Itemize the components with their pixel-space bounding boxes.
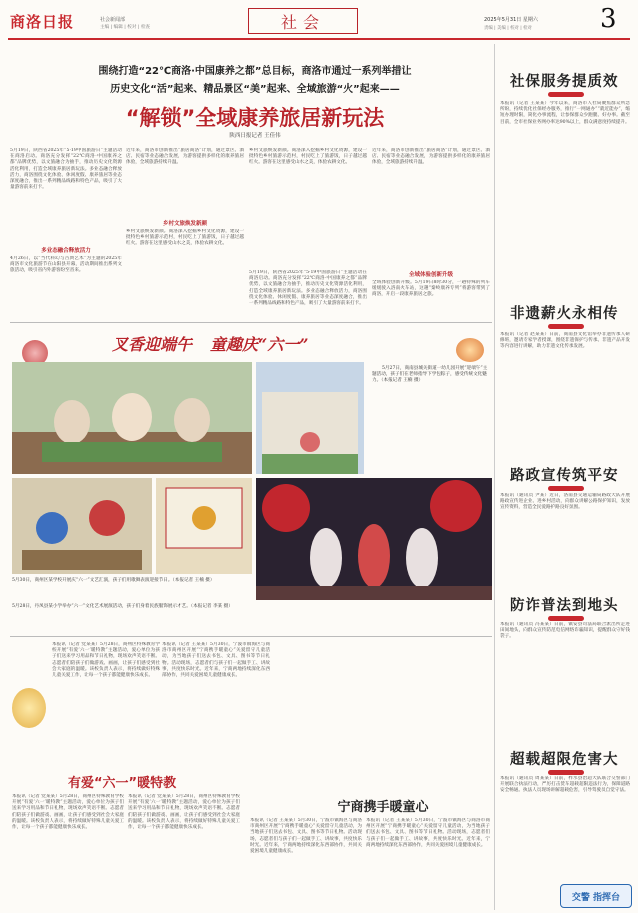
page-number: 3 bbox=[600, 4, 617, 34]
right-body-4: 本报讯（通讯员 冯某某）日前，镇安县司法局联合派出所走进田间地头，向群众宣传防范电信网络诈骗知识，提醒群众守好钱袋子。 bbox=[500, 622, 630, 640]
headline-accent bbox=[548, 92, 584, 97]
contact-line: 责编 | 美编 | 校对 | 检对 bbox=[484, 26, 532, 31]
right-body-1: 本报讯（记者 王某某）今年以来，商洛市人社局聚焦群众所急所盼，持续优化社保经办服务，推行“一网通办”“就近能办”，缩短办理时限，简化办事流程，让参保群众少跑腿、好办事。截至目前，全市社保业务网办率达90%以上，群众满意度持续提升。 bbox=[500, 101, 630, 125]
dept-label: 社会新闻部 bbox=[100, 17, 126, 23]
column-rule bbox=[494, 44, 495, 910]
right-headline-4: 防诈普法到地头 bbox=[510, 598, 619, 614]
masthead bbox=[8, 6, 630, 46]
divider bbox=[10, 636, 492, 637]
lead-body-col2: 近年来，商洛市创新推出“旅居商洛”计划，通过景区、酒店、民宿等业态融合发展，为游客提供多样化的康养旅居体验，全域旅游持续升温。 bbox=[126, 148, 244, 166]
right-headline-2: 非遗薪火永相传 bbox=[510, 306, 619, 322]
lead-body-col3b: 5月19日，陕西省2025年“5·19中国旅游日”主题活动在商洛启动。商洛充分发挥“22℃商洛·中国康养之都”品牌优势，以文旅融合为抽手，推动历史文化资源活化利用，打造全域康养旅居新玩法。多业态融合释放活力，商洛围绕文化体验、休闲度假、康养旅居等业态深度融合，推出一系列精品线路和特色产品，吸引了大量游客前来打卡。 bbox=[249, 270, 367, 307]
right-body-2: 本报讯（记者 赵某某）日前，商南县文化馆举办非遗传承人研修班，邀请专家学者授课，围绕非遗保护与传承、非遗产品开发等内容进行讲解，助力非遗文化传承发展。 bbox=[500, 332, 630, 350]
photo-caption-1: 5月27日，商南县城关街道一幼儿园开展“迎端午”主题活动，孩子们在老师指导下学包粽子，感受传统文化魅力。（本报记者 王楠 摄） bbox=[372, 366, 488, 383]
headline-accent bbox=[548, 770, 584, 775]
headline-accent bbox=[548, 486, 584, 491]
divider bbox=[10, 322, 492, 323]
lead-subhead-3: 全域体验创新升级 bbox=[408, 272, 453, 278]
editor-line: 主编 | 编辑 | 校对 | 检查 bbox=[100, 25, 151, 30]
photo-caption-3: 5月28日，丹凤县某小学举办“六一”文化艺术展演活动，孩子们身着民族服饰展示才艺。（本报记者 李某 摄） bbox=[12, 604, 233, 609]
issue-date: 2025年5月31日 星期六 bbox=[484, 17, 538, 23]
right-body-5: 本报讯（通讯员 周某某）日前，柞水县治超大队联合交警部门开展联合执法行动，严厉打击货车超载超限违法行为，保障道路安全畅通。执法人员现场讲解超载危害，引导驾驶员自觉守法。 bbox=[500, 776, 630, 794]
lead-subhead-1: 多业态融合释放活力 bbox=[41, 248, 91, 254]
teletext-right-col: 本报讯（记者 王某某）5月30日，宁波市镇海区与商洛市商州区开展“宁商携手暖童心”关爱留守儿童活动，为当地孩子们送去书包、文具、图书等节日礼物。活动现场，志愿者们与孩子们一起做手工、讲故事，共度快乐时光。近年来，宁商两地持续深化东西部协作，共同关爱困境儿童健康成长。 bbox=[162, 642, 270, 679]
lead-subhead-2: 乡村文旅焕发新颜 bbox=[162, 221, 207, 227]
photo-placeholder-scene bbox=[12, 362, 252, 474]
lead-body-col1b: 4月26日，以“当代科幻与古典艺术”为主题的2025年商洛市文化旅游节在山阳县开幕，活动期间推出系列文旅活动，吸引省内外游客纷至沓来。 bbox=[10, 256, 122, 274]
lead-body-col2b: 乡村文旅焕发新颜。商洛深入挖掘乡村文化资源，建设一批特色乡村旅游示范村，村民吃上了旅游饭，日子越过越红火。游客在这里感受山水之美，体验农耕文化。 bbox=[126, 229, 244, 247]
lead-kicker-1: 围绕打造“22℃商洛·中国康养之都”总目标，商洛市通过一系列举措让 bbox=[98, 66, 412, 77]
section-badge bbox=[248, 8, 358, 34]
bottom-mid-headline: 宁商携手暖童心 bbox=[337, 800, 429, 815]
photo-title-right: 童趣庆“六一” bbox=[210, 334, 309, 354]
lead-body-col4b: 全域体验创新升级。5月19日8时30分，一趟特殊的列车缓缓驶入洛南火车站，这趟“秦岭康养专列”将游客带到了商洛，开启一段康养旅居之旅。 bbox=[372, 280, 490, 298]
headline-accent bbox=[548, 324, 584, 329]
photo-dance-performance bbox=[256, 478, 492, 600]
section-label: 社会 bbox=[280, 12, 325, 32]
bottom-mid-body-b: 本报讯（记者 王某某）5月30日，宁波市镇海区与商洛市商州区开展“宁商携手暖童心”关爱留守儿童活动，为当地孩子们送去书包、文具、图书等节日礼物。活动现场，志愿者们与孩子们一起做手工、讲故事，共度快乐时光。近年来，宁商两地持续深化东西部协作，共同关爱困境儿童健康成长。 bbox=[366, 818, 490, 848]
right-body-3: 本报讯（通讯员 尹某）近日，洛南县交通运输局路政大队开展路政宣传进企业、进乡村活动，向群众讲解公路保护知识，发放宣传资料，营造全民爱路护路良好氛围。 bbox=[500, 493, 630, 511]
headline-accent bbox=[548, 616, 584, 621]
right-headline-5: 超载超限危害大 bbox=[510, 752, 619, 768]
right-headline-3: 路政宣传筑平安 bbox=[510, 468, 619, 484]
balloon-icon bbox=[456, 338, 484, 362]
newspaper-logo: 商洛日报 bbox=[10, 13, 75, 31]
bottom-left-body-a: 本报讯（记者 党某某）5月28日，商州区特殊教育学校开展“有爱‘六一’暖特教”主题活动，爱心单位为孩子们送来学习用品和节日礼物，现场欢声笑语不断。志愿者们陪孩子们做游戏、画画，让孩子们感受到社会大家庭的温暖。该校负责人表示，将持续做好特殊儿童关爱工作，让每一个孩子都能健康快乐成长。 bbox=[12, 794, 124, 831]
right-headline-1: 社保服务提质效 bbox=[510, 74, 619, 90]
photo-feature-title bbox=[112, 330, 412, 356]
lead-byline: 陕西日报记者 王佳伟 bbox=[229, 133, 281, 139]
photo-mask-craft bbox=[12, 478, 152, 574]
photo-placeholder-scene bbox=[12, 478, 152, 574]
photo-placeholder-scene bbox=[256, 478, 492, 600]
photo-caption-2: 5月30日，商州区某学校开展庆“六一”文艺汇演，孩子们用歌舞表演迎接节日。（本报记者 王楠 摄） bbox=[12, 578, 215, 583]
photo-placeholder-scene bbox=[156, 478, 252, 574]
bottom-mid-body-a: 本报讯（记者 王某某）5月30日，宁波市镇海区与商洛市商州区开展“宁商携手暖童心”关爱留守儿童活动，为当地孩子们送去书包、文具、图书等节日礼物。活动现场，志愿者们与孩子们一起做手工、讲故事，共度快乐时光。近年来，宁商两地持续深化东西部协作，共同关爱困境儿童健康成长。 bbox=[250, 818, 362, 855]
lead-kicker-2: 历史文化“活”起来、精品景区“美”起来、全域旅游“火”起来—— bbox=[110, 84, 400, 95]
photo-school-building bbox=[256, 362, 364, 474]
bottom-left-body-b: 本报讯（记者 党某某）5月28日，商州区特殊教育学校开展“有爱‘六一’暖特教”主题活动，爱心单位为孩子们送来学习用品和节日礼物，现场欢声笑语不断。志愿者们陪孩子们做游戏、画画，让孩子们感受到社会大家庭的温暖。该校负责人表示，将持续做好特殊儿童关爱工作，让每一个孩子都能健康快乐成长。 bbox=[128, 794, 240, 831]
photo-placeholder-scene bbox=[256, 362, 364, 474]
lead-body-col4: 近年来，商洛市创新推出“旅居商洛”计划，通过景区、酒店、民宿等业态融合发展，为游客提供多样化的康养旅居体验，全域旅游持续升温。 bbox=[372, 148, 490, 166]
zongzi-mascot-icon bbox=[12, 688, 46, 728]
balloon-illustration-box bbox=[12, 642, 272, 768]
lead-headline: “解锁”全域康养旅居新玩法 bbox=[125, 106, 385, 130]
photo-dumpling-making bbox=[12, 362, 252, 474]
bottom-left-headline: 有爱“六一”暖特教 bbox=[68, 776, 177, 791]
traffic-police-logo: 交警 指挥台 bbox=[560, 884, 632, 908]
photo-title-left: 叉香迎端午 bbox=[112, 334, 193, 354]
lead-body-col1: 5月19日，陕西省2025年“5·19中国旅游日”主题活动在商洛启动。商洛充分发挥“22℃商洛·中国康养之都”品牌优势，以文旅融合为抽手，推动历史文化资源活化利用，打造全域康养旅居新玩法。多业态融合释放活力，商洛围绕文化体验、休闲度假、康养旅居等业态深度融合，推出一系列精品线路和特色产品，吸引了大量游客前来打卡。 bbox=[10, 148, 122, 191]
masthead-rule bbox=[8, 38, 630, 40]
photo-painting bbox=[156, 478, 252, 574]
lead-body-col3: 乡村文旅焕发新颜。商洛深入挖掘乡村文化资源，建设一批特色乡村旅游示范村，村民吃上了旅游饭，日子越过越红火。游客在这里感受山水之美，体验农耕文化。 bbox=[249, 148, 367, 166]
teletext-left-col: 本报讯（记者 党某某）5月28日，商州区特殊教育学校开展“有爱‘六一’暖特教”主题活动，爱心单位为孩子们送来学习用品和节日礼物，现场欢声笑语不断。志愿者们陪孩子们做游戏、画画，让孩子们感受到社会大家庭的温暖。该校负责人表示，将持续做好特殊儿童关爱工作，让每一个孩子都能健康快乐成长。 bbox=[52, 642, 160, 679]
caption-box-2 bbox=[12, 578, 252, 604]
caption-box-1 bbox=[368, 362, 492, 474]
caption-box-3 bbox=[12, 604, 252, 630]
